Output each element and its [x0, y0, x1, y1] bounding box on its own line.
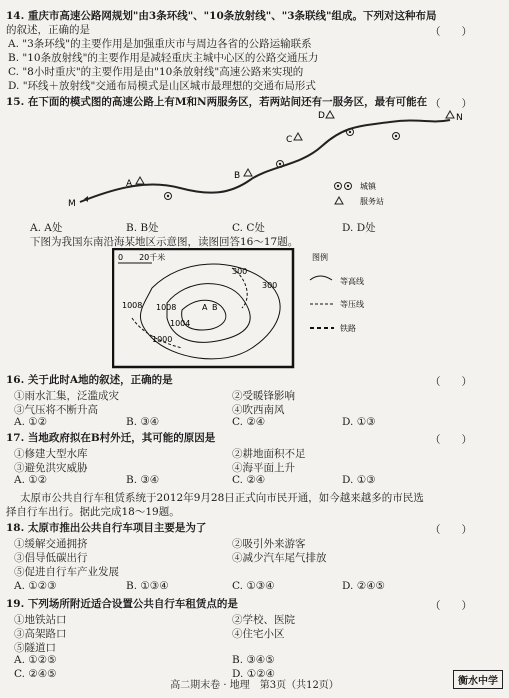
q15-stem: 15. 在下面的模式图的高速公路上有M和N两服务区，若两站间还有一服务区，最有可能在	[6, 96, 428, 108]
q16-item-2: ②受暖锋影响	[232, 390, 295, 402]
q19-option-c: C. ②④⑤	[14, 668, 57, 680]
map-scale: 0 20千米	[118, 253, 166, 262]
isobar-1008-label: 1008	[156, 303, 177, 312]
q18-option-c: C. ①③④	[232, 580, 275, 592]
q16-item-1: ①雨水汇集，泛滥成灾	[14, 390, 119, 402]
label-n: N	[456, 113, 463, 123]
q14-stem-line2: 的叙述，正确的是	[6, 24, 90, 36]
isobar-1004-label: 1004	[170, 319, 191, 328]
q16-answer-paren: （ ）	[430, 376, 472, 388]
q14-option-c: C. "8小时重庆"的主要作用是由"10条放射线"高速公路来实现的	[8, 66, 304, 78]
q19-item-3: ③高架路口	[14, 628, 67, 640]
q14-option-d: D. "环线＋放射线"交通布局模式是山区城市最理想的交通布局形式	[8, 80, 316, 92]
legend-service-label: 服务站	[360, 197, 384, 206]
q18-intro-line1: 太原市公共自行车租赁系统于2012年9月28日正式向市民开通，如今越来越多的市民选	[20, 492, 424, 504]
label-d: D	[318, 111, 325, 121]
school-stamp: 衡水中学	[453, 670, 503, 689]
q16-option-c: C. ②④	[232, 416, 266, 428]
q14-option-a: A. "3条环线"的主要作用是加强重庆市与周边各省的公路运输联系	[8, 38, 312, 50]
isobar-1008-label: 1008	[122, 301, 143, 310]
q19-stem: 19. 下列场所附近适合设置公共自行车租赁点的是	[6, 598, 238, 610]
q18-item-2: ②吸引外来游客	[232, 538, 306, 550]
q16-item-3: ③气压将不断升高	[14, 404, 98, 416]
q14-answer-paren: （ ）	[430, 26, 472, 38]
q17-item-3: ③避免洪灾威胁	[14, 462, 88, 474]
q19-option-a: A. ①②⑤	[14, 654, 57, 666]
q16-option-b: B. ③④	[126, 416, 160, 428]
q16-option-a: A. ①②	[14, 416, 48, 428]
legend-service-icon	[335, 197, 343, 204]
q15-option-d: D. D处	[342, 222, 376, 234]
q15-option-b: B. B处	[126, 222, 159, 234]
q16-option-d: D. ①③	[342, 416, 376, 428]
label-b: B	[234, 171, 241, 181]
q16-stem: 16. 关于此时A地的叙述，正确的是	[6, 374, 173, 386]
point-b-label: B	[212, 303, 218, 312]
q17-option-d: D. ①③	[342, 474, 376, 486]
point-a-label: A	[202, 303, 208, 312]
q19-item-5: ⑤隧道口	[14, 642, 56, 654]
q17-item-4: ④海平面上升	[232, 462, 295, 474]
legend-city-label: 城镇	[360, 182, 376, 191]
map-intro: 下图为我国东南沿海某地区示意图，读图回答16～17题。	[30, 236, 299, 248]
legend-isobar: 等压线	[340, 300, 364, 309]
q17-answer-paren: （ ）	[430, 434, 472, 446]
q17-item-1: ①修建大型水库	[14, 448, 88, 460]
q18-stem: 18. 太原市推出公共自行车项目主要是为了	[6, 522, 207, 534]
label-c: C	[286, 135, 293, 145]
map-legend-title: 图例	[312, 253, 328, 262]
q19-option-d: D. ①②④	[232, 668, 275, 680]
q17-option-a: A. ①②	[14, 474, 48, 486]
legend-railway: 铁路	[340, 324, 356, 333]
q17-option-c: C. ②④	[232, 474, 266, 486]
q15-option-a: A. A处	[30, 222, 63, 234]
isobar-1000-label: 1000	[152, 335, 173, 344]
contour-300-label: 300	[232, 267, 248, 276]
q17-option-b: B. ③④	[126, 474, 160, 486]
q18-item-3: ③倡导低碳出行	[14, 552, 88, 564]
q19-item-1: ①地铁站口	[14, 614, 67, 626]
q17-stem: 17. 当地政府拟在B村外迁，其可能的原因是	[6, 432, 216, 444]
highway-pattern-diagram	[60, 106, 480, 216]
coastal-weather-map	[112, 248, 412, 370]
q15-option-c: C. C处	[232, 222, 265, 234]
page-footer: 高二期末卷 · 地理 第3页（共12页）	[170, 680, 339, 691]
q14-option-b: B. "10条放射线"的主要作用是减轻重庆主城中心区的公路交通压力	[8, 52, 319, 64]
contour-300-label: 300	[262, 281, 278, 290]
q19-answer-paren: （ ）	[430, 600, 472, 612]
q18-intro-line2: 择自行车出行。据此完成18～19题。	[6, 506, 180, 518]
q17-item-2: ②耕地面积不足	[232, 448, 306, 460]
q18-answer-paren: （ ）	[430, 524, 472, 536]
q18-option-a: A. ①②③	[14, 580, 57, 592]
legend-contour: 等高线	[340, 277, 364, 286]
q19-item-2: ②学校、医院	[232, 614, 295, 626]
q19-option-b: B. ③④⑤	[232, 654, 275, 666]
q19-item-4: ④住宅小区	[232, 628, 285, 640]
label-m: M	[68, 199, 76, 209]
q18-item-1: ①缓解交通拥挤	[14, 538, 88, 550]
q15-answer-paren: （ ）	[430, 98, 472, 110]
q14-stem-line1: 14. 重庆市高速公路网规划"由3条环线"、"10条放射线"、"3条联线"组成。下列对这种布局	[6, 10, 437, 22]
q18-item-4: ④减少汽车尾气排放	[232, 552, 327, 564]
q18-item-5: ⑤促进自行车产业发展	[14, 566, 119, 578]
label-a: A	[126, 179, 133, 189]
q16-item-4: ④吹西南风	[232, 404, 285, 416]
q18-option-d: D. ②④⑤	[342, 580, 385, 592]
q18-option-b: B. ①③④	[126, 580, 169, 592]
